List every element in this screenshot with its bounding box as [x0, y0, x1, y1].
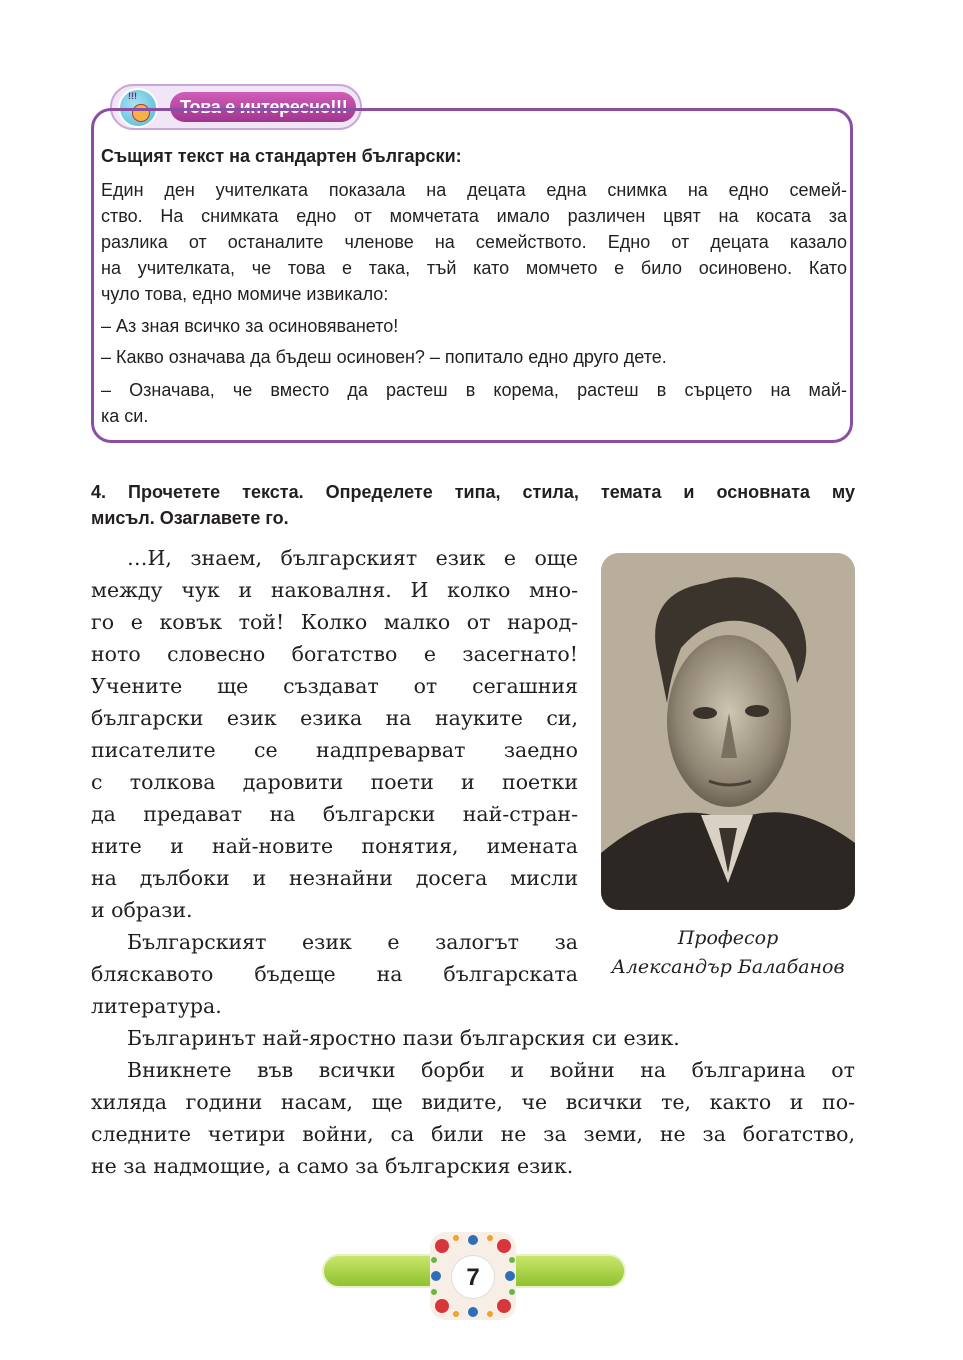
reading-line: следните четири войни, са били не за земи, не за богатство,	[91, 1122, 855, 1146]
reading-line: бляскавото бъдеще на българската	[91, 962, 578, 986]
reading-line: български език езика на науките си,	[91, 706, 578, 730]
portrait-photo	[601, 553, 855, 910]
dialogue-line: ка си.	[101, 406, 149, 426]
box-line: на учителката, че това е така, тъй като момчето е било осиновено. Като	[101, 258, 847, 278]
box-line: Един ден учителката показала на децата една снимка на едно семей-	[101, 180, 847, 200]
dialogue-line: – Какво означава да бъдеш осиновен? – попитало едно друго дете.	[101, 347, 667, 367]
reading-line: да предават на български най-стран-	[91, 802, 578, 826]
task-heading-line1: 4. Прочетете текста. Определете типа, стила, темата и основната му	[91, 482, 855, 502]
reading-line: писателите се надпреварват заедно	[91, 738, 578, 762]
caption-line2: Александър Балабанов	[611, 956, 845, 978]
reading-line: …И, знаем, българският език е още	[127, 546, 578, 570]
page-number: 7	[451, 1255, 495, 1299]
dialogue-line: – Аз зная всичко за осиновяването!	[101, 316, 399, 336]
box-line: чуло това, едно момиче извикало:	[101, 284, 389, 304]
box-line: разлика от останалите членове на семейството. Едно от децата казало	[101, 232, 847, 252]
reading-line: и образи.	[91, 898, 193, 922]
reading-line: Българинът най-яростно пази българския си език.	[127, 1026, 680, 1050]
reading-line: го е ковък той! Колко малко от народ-	[91, 610, 578, 634]
reading-line: с толкова даровити поети и поетки	[91, 770, 578, 794]
box-line: ство. На снимката едно от момчетата имало различен цвят на косата за	[101, 206, 847, 226]
portrait-illustration	[601, 553, 855, 910]
reading-line: Българският език е залогът за	[127, 930, 578, 954]
reading-line: Вникнете във всички борби и войни на българина от	[127, 1058, 855, 1082]
reading-line: Учените ще създават от сегашния	[91, 674, 578, 698]
photo-caption	[595, 924, 861, 982]
badge-label: Това е интересно!!!	[170, 92, 356, 122]
reading-line: ните и най-новите понятия, имената	[91, 834, 578, 858]
reading-line: литература.	[91, 994, 222, 1018]
exclamation-marks: !!!	[128, 91, 137, 101]
reading-line: между чук и наковалня. И колко мно-	[91, 578, 578, 602]
caption-line1: Професор	[677, 927, 779, 949]
box-title: Същият текст на стандартен български:	[101, 146, 462, 166]
reading-line: на дълбоки и незнайни досега мисли	[91, 866, 578, 890]
reading-line: не за надмощие, а само за българския език.	[91, 1154, 574, 1178]
task-heading-line2: мисъл. Озаглавете го.	[91, 508, 289, 528]
dialogue-line: – Означава, че вместо да растеш в корема, растеш в сърцето на май-	[101, 380, 847, 400]
reading-line: ното словесно богатство е засегнато!	[91, 642, 578, 666]
reading-line: хиляда години насам, ще видите, че всички те, както и по-	[91, 1090, 855, 1114]
